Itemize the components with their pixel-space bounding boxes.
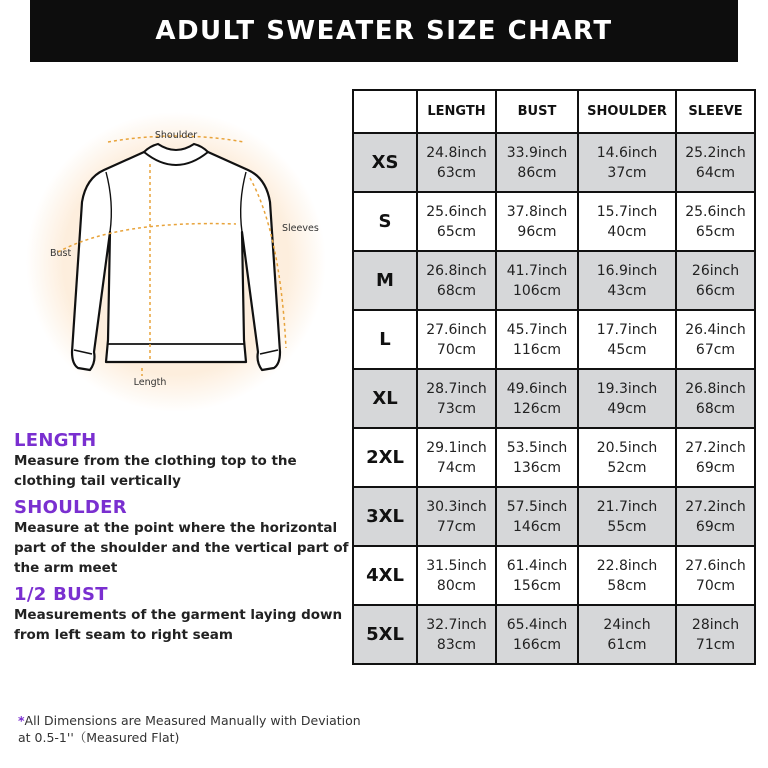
bust-inch-value: 41.7inch xyxy=(506,262,568,279)
cell-bust xyxy=(496,605,578,664)
table-row xyxy=(353,546,755,605)
note-text: All Dimensions are Measured Manually with Deviation at 0.5-1''（Measured Flat) xyxy=(18,713,361,745)
cell-bust xyxy=(496,192,578,251)
shoulder-label: Shoulder xyxy=(154,130,198,141)
title-banner xyxy=(30,0,738,62)
length-cm-value: 65cm xyxy=(436,223,477,240)
size-label: 3XL xyxy=(353,487,417,546)
length-cm-value: 83cm xyxy=(436,636,477,653)
bust-inch-value: 65.4inch xyxy=(506,616,568,633)
cell-shoulder xyxy=(578,605,676,664)
cell-sleeve xyxy=(676,605,755,664)
sleeve-cm-value: 67cm xyxy=(695,341,736,358)
shoulder-inch-value: 24inch xyxy=(603,616,651,633)
definition-title-bust: 1/2 BUST xyxy=(14,584,108,605)
length-inch-value: 28.7inch xyxy=(426,380,487,397)
sleeve-cm-value: 64cm xyxy=(695,164,736,181)
definition-text-length: Measure from the clothing top to the clothing tail vertically xyxy=(14,453,297,489)
cell-bust xyxy=(496,546,578,605)
sleeve-cm-value: 66cm xyxy=(695,282,736,299)
header-length: LENGTH xyxy=(417,90,496,133)
bust-inch-value: 61.4inch xyxy=(506,557,568,574)
bust-inch-value: 37.8inch xyxy=(506,203,568,220)
bust-inch-value: 49.6inch xyxy=(506,380,568,397)
cell-sleeve xyxy=(676,487,755,546)
sweater-diagram xyxy=(18,112,334,417)
table-row xyxy=(353,487,755,546)
table-row xyxy=(353,428,755,487)
bust-inch-value: 53.5inch xyxy=(506,439,568,456)
size-table-body xyxy=(353,133,755,664)
size-label: 5XL xyxy=(353,605,417,664)
sleeve-inch-value: 26inch xyxy=(691,262,740,279)
sleeve-inch-value: 26.8inch xyxy=(685,380,746,397)
bust-cm-value: 116cm xyxy=(512,341,562,358)
length-cm-value: 74cm xyxy=(436,459,477,476)
sleeve-inch-value: 25.6inch xyxy=(685,203,746,220)
size-label: S xyxy=(353,192,417,251)
cell-bust xyxy=(496,369,578,428)
length-inch-value: 31.5inch xyxy=(426,557,487,574)
sleeve-inch-value: 28inch xyxy=(691,616,740,633)
sleeve-inch-value: 26.4inch xyxy=(685,321,746,338)
length-inch-value: 29.1inch xyxy=(426,439,487,456)
length-inch-value: 30.3inch xyxy=(426,498,487,515)
cell-bust xyxy=(496,251,578,310)
sleeve-cm-value: 69cm xyxy=(695,459,736,476)
size-label: 4XL xyxy=(353,546,417,605)
size-label: 2XL xyxy=(353,428,417,487)
measurement-definitions xyxy=(14,430,350,651)
shoulder-inch-value: 15.7inch xyxy=(596,203,658,220)
length-cm-value: 80cm xyxy=(436,577,477,594)
bust-inch-value: 57.5inch xyxy=(506,498,568,515)
header-bust: BUST xyxy=(496,90,578,133)
definition-title-shoulder: SHOULDER xyxy=(14,497,127,518)
sleeve-cm-value: 68cm xyxy=(695,400,736,417)
length-inch-value: 24.8inch xyxy=(426,144,487,161)
size-label: L xyxy=(353,310,417,369)
header-sleeve: SLEEVE xyxy=(676,90,755,133)
cell-length xyxy=(417,133,496,192)
table-row xyxy=(353,251,755,310)
shoulder-cm-value: 55cm xyxy=(607,518,647,535)
cell-sleeve xyxy=(676,428,755,487)
size-label: XL xyxy=(353,369,417,428)
shoulder-cm-value: 45cm xyxy=(607,341,647,358)
bust-cm-value: 106cm xyxy=(512,282,562,299)
bust-inch-value: 45.7inch xyxy=(506,321,568,338)
cell-length xyxy=(417,546,496,605)
sleeve-inch-value: 25.2inch xyxy=(685,144,746,161)
shoulder-inch-value: 17.7inch xyxy=(596,321,658,338)
cell-shoulder xyxy=(578,369,676,428)
length-cm-value: 77cm xyxy=(436,518,477,535)
length-cm-value: 73cm xyxy=(436,400,477,417)
cell-length xyxy=(417,192,496,251)
definition-text-shoulder: Measure at the point where the horizontal part of the shoulder and the vertical part of the arm meet xyxy=(14,520,349,576)
sleeve-cm-value: 71cm xyxy=(695,636,736,653)
bust-cm-value: 96cm xyxy=(517,223,557,240)
shoulder-inch-value: 21.7inch xyxy=(596,498,658,515)
bust-cm-value: 136cm xyxy=(512,459,562,476)
bust-inch-value: 33.9inch xyxy=(506,144,568,161)
cell-shoulder xyxy=(578,133,676,192)
header-corner xyxy=(353,90,417,133)
cell-length xyxy=(417,487,496,546)
table-row xyxy=(353,133,755,192)
cell-shoulder xyxy=(578,428,676,487)
cell-sleeve xyxy=(676,251,755,310)
shoulder-inch-value: 16.9inch xyxy=(596,262,658,279)
sleeve-cm-value: 69cm xyxy=(695,518,736,535)
cell-shoulder xyxy=(578,546,676,605)
shoulder-inch-value: 22.8inch xyxy=(596,557,658,574)
length-inch-value: 27.6inch xyxy=(426,321,487,338)
cell-length xyxy=(417,251,496,310)
page-title: ADULT SWEATER SIZE CHART xyxy=(155,16,613,46)
size-label: XS xyxy=(353,133,417,192)
cell-sleeve xyxy=(676,310,755,369)
shoulder-cm-value: 52cm xyxy=(607,459,647,476)
cell-length xyxy=(417,428,496,487)
table-header-row xyxy=(353,90,755,133)
bust-label: Bust xyxy=(50,248,72,259)
sleeve-cm-value: 70cm xyxy=(695,577,736,594)
table-row xyxy=(353,369,755,428)
cell-bust xyxy=(496,428,578,487)
header-shoulder: SHOULDER xyxy=(578,90,676,133)
length-label: Length xyxy=(133,377,167,388)
shoulder-inch-value: 20.5inch xyxy=(596,439,658,456)
cell-sleeve xyxy=(676,192,755,251)
table-row xyxy=(353,192,755,251)
bust-cm-value: 146cm xyxy=(512,518,562,535)
table-row xyxy=(353,310,755,369)
cell-length xyxy=(417,310,496,369)
shoulder-cm-value: 40cm xyxy=(607,223,647,240)
cell-shoulder xyxy=(578,487,676,546)
sleeve-inch-value: 27.2inch xyxy=(685,498,746,515)
definition-title-length: LENGTH xyxy=(14,430,97,451)
length-inch-value: 32.7inch xyxy=(426,616,487,633)
cell-shoulder xyxy=(578,192,676,251)
sleeve-inch-value: 27.2inch xyxy=(685,439,746,456)
bust-cm-value: 166cm xyxy=(512,636,562,653)
size-table xyxy=(352,89,756,665)
sleeve-inch-value: 27.6inch xyxy=(685,557,746,574)
cell-shoulder xyxy=(578,251,676,310)
length-cm-value: 68cm xyxy=(436,282,477,299)
size-label: M xyxy=(353,251,417,310)
shoulder-inch-value: 19.3inch xyxy=(596,380,658,397)
shoulder-cm-value: 61cm xyxy=(607,636,647,653)
sleeve-cm-value: 65cm xyxy=(695,223,736,240)
definition-text-bust: Measurements of the garment laying down from left seam to right seam xyxy=(14,607,343,643)
shoulder-cm-value: 49cm xyxy=(607,400,647,417)
length-cm-value: 63cm xyxy=(436,164,477,181)
measurement-note xyxy=(18,712,368,746)
sleeves-label: Sleeves xyxy=(282,223,319,234)
cell-shoulder xyxy=(578,310,676,369)
shoulder-cm-value: 43cm xyxy=(607,282,647,299)
length-cm-value: 70cm xyxy=(436,341,477,358)
cell-sleeve xyxy=(676,546,755,605)
bust-cm-value: 86cm xyxy=(517,164,557,181)
cell-bust xyxy=(496,133,578,192)
shoulder-cm-value: 58cm xyxy=(607,577,647,594)
table-row xyxy=(353,605,755,664)
cell-bust xyxy=(496,310,578,369)
bust-cm-value: 126cm xyxy=(512,400,562,417)
cell-length xyxy=(417,369,496,428)
shoulder-cm-value: 37cm xyxy=(607,164,647,181)
length-inch-value: 25.6inch xyxy=(426,203,487,220)
bust-cm-value: 156cm xyxy=(512,577,562,594)
cell-length xyxy=(417,605,496,664)
cell-sleeve xyxy=(676,133,755,192)
cell-sleeve xyxy=(676,369,755,428)
shoulder-inch-value: 14.6inch xyxy=(596,144,658,161)
note-asterisk: * xyxy=(18,713,25,728)
cell-bust xyxy=(496,487,578,546)
length-inch-value: 26.8inch xyxy=(426,262,487,279)
